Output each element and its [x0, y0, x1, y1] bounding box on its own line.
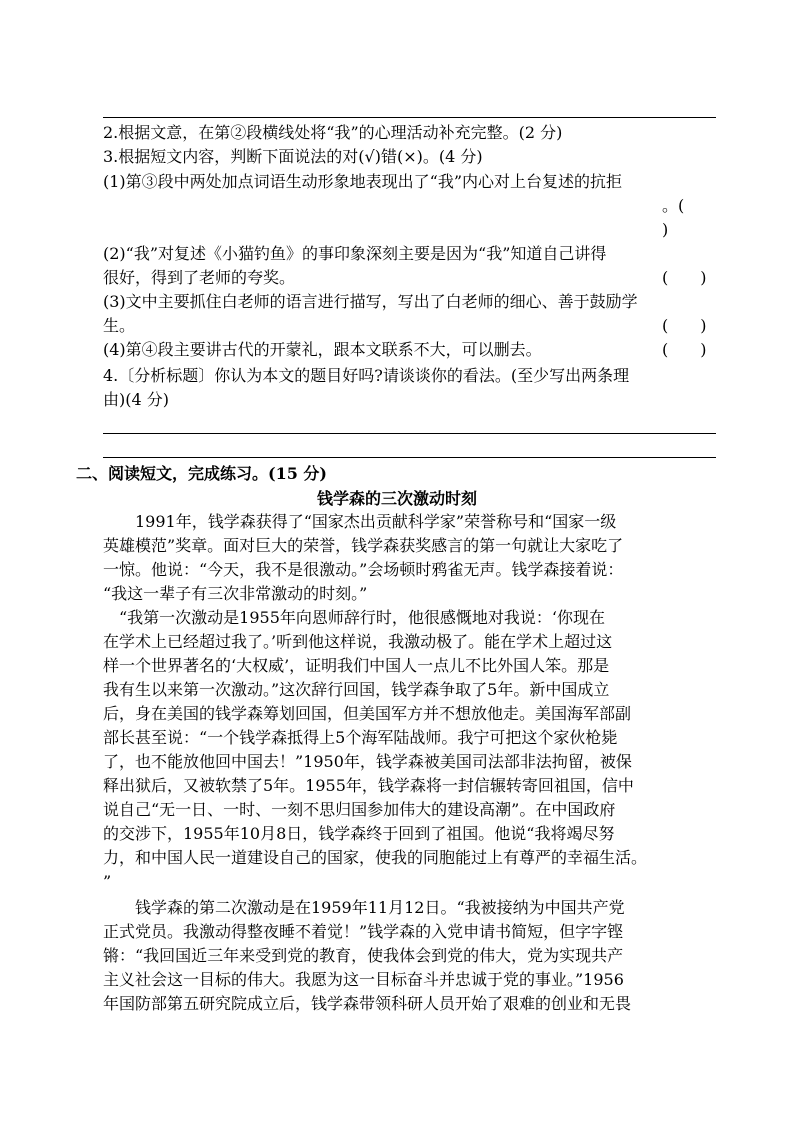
answer-paren-4[interactable]: ( ) — [662, 340, 707, 359]
article-line: 主义社会这一目标的伟大。我愿为这一目标奋斗并忠诚于党的事业。”1956 — [103, 970, 624, 989]
answer-line-q4-2[interactable] — [103, 457, 716, 458]
article-line: 的交涉下，1955年10月8日，钱学森终于回到了祖国。他说“我将竭尽努 — [103, 824, 615, 843]
question-3-item-1-line-3[interactable]: ) — [662, 220, 669, 239]
article-line: 一惊。他说：“今天，我不是很激动。”会场顿时鸦雀无声。钱学森接着说： — [103, 560, 624, 579]
article-line: 样一个世界著名的‘大权威’，证明我们中国人一点儿不比外国人笨。那是 — [103, 656, 610, 675]
question-2: 2.根据文意，在第②段横线处将“我”的心理活动补充完整。(2 分) — [103, 123, 563, 142]
article-line: 了，也不能放他回中国去！”1950年，钱学森被美国司法部非法拘留，被保 — [103, 752, 632, 771]
article-line: 1991年，钱学森获得了“国家杰出贡献科学家”荣誉称号和“国家一级 — [103, 512, 617, 531]
article-line: 英雄模范”奖章。面对巨大的荣誉，钱学森获奖感言的第一句就让大家吃了 — [103, 536, 624, 555]
question-4-line-2: 由)(4 分) — [103, 390, 169, 409]
article-line: 我有生以来第一次激动。”这次辞行回国，钱学森争取了5年。新中国成立 — [103, 680, 610, 699]
question-3-item-3-line-2: 生。 — [103, 316, 136, 335]
answer-paren-3[interactable]: ( ) — [662, 316, 707, 335]
question-4-line-1: 4.〔分析标题〕你认为本文的题目好吗?请谈谈你的看法。(至少写出两条理 — [103, 366, 630, 385]
article-title: 钱学森的三次激动时刻 — [316, 489, 477, 508]
article-line: 部长甚至说：“一个钱学森抵得上5个海军陆战师。我宁可把这个家伙枪毙 — [103, 728, 618, 747]
answer-line-q4-1[interactable] — [103, 433, 716, 434]
article-line: “我第一次激动是1955年向恩师辞行时，他很感慨地对我说：‘你现在 — [103, 608, 605, 627]
article-line: “我这一辈子有三次非常激动的时刻。” — [103, 584, 368, 603]
article-line: 钱学森的第二次激动是在1959年11月12日。“我被接纳为中国共产党 — [103, 898, 625, 917]
article-line: 正式党员。我激动得整夜睡不着觉！”钱学森的入党申请书简短，但字字铿 — [103, 922, 624, 941]
question-3-item-4: (4)第④段主要讲古代的开蒙礼，跟本文联系不大，可以删去。 — [103, 340, 542, 359]
answer-paren-2[interactable]: ( ) — [662, 268, 707, 287]
question-3-item-3-line-1: (3)文中主要抓住白老师的语言进行描写，写出了白老师的细心、善于鼓励学 — [103, 292, 638, 311]
question-3: 3.根据短文内容，判断下面说法的对(√)错(×)。(4 分) — [103, 147, 483, 166]
article-line: 锵：“我回国近三年来受到党的教育，使我体会到党的伟大，党为实现共产 — [103, 946, 624, 965]
article-line: ” — [103, 872, 112, 891]
article-line: 说自己“无一日、一时、一刻不思归国参加伟大的建设高潮”。在中国政府 — [103, 800, 616, 819]
article-line: 年国防部第五研究院成立后，钱学森带领科研人员开始了艰难的创业和无畏 — [103, 994, 632, 1013]
question-3-item-1-line-2[interactable]: 。( — [662, 196, 685, 215]
question-3-item-1-line-1: (1)第③段中两处加点词语生动形象地表现出了“我”内心对上台复述的抗拒 — [103, 172, 623, 191]
article-line: 力，和中国人民一道建设自己的国家，使我的同胞能过上有尊严的幸福生活。 — [103, 848, 648, 867]
question-3-item-2-line-2: 很好，得到了老师的夸奖。 — [103, 268, 296, 287]
answer-line-q1[interactable] — [103, 117, 716, 118]
article-line: 释出狱后，又被软禁了5年。1955年，钱学森将一封信辗转寄回祖国，信中 — [103, 776, 634, 795]
article-line: 后，身在美国的钱学森筹划回国，但美国军方并不想放他走。美国海军部副 — [103, 704, 632, 723]
article-line: 在学术上已经超过我了。’听到他这样说，我激动极了。能在学术上超过这 — [103, 632, 613, 651]
question-3-item-2-line-1: (2)“我”对复述《小猫钓鱼》的事印象深刻主要是因为“我”知道自己讲得 — [103, 244, 607, 263]
section-heading: 二、阅读短文，完成练习。(15 分) — [76, 464, 327, 483]
